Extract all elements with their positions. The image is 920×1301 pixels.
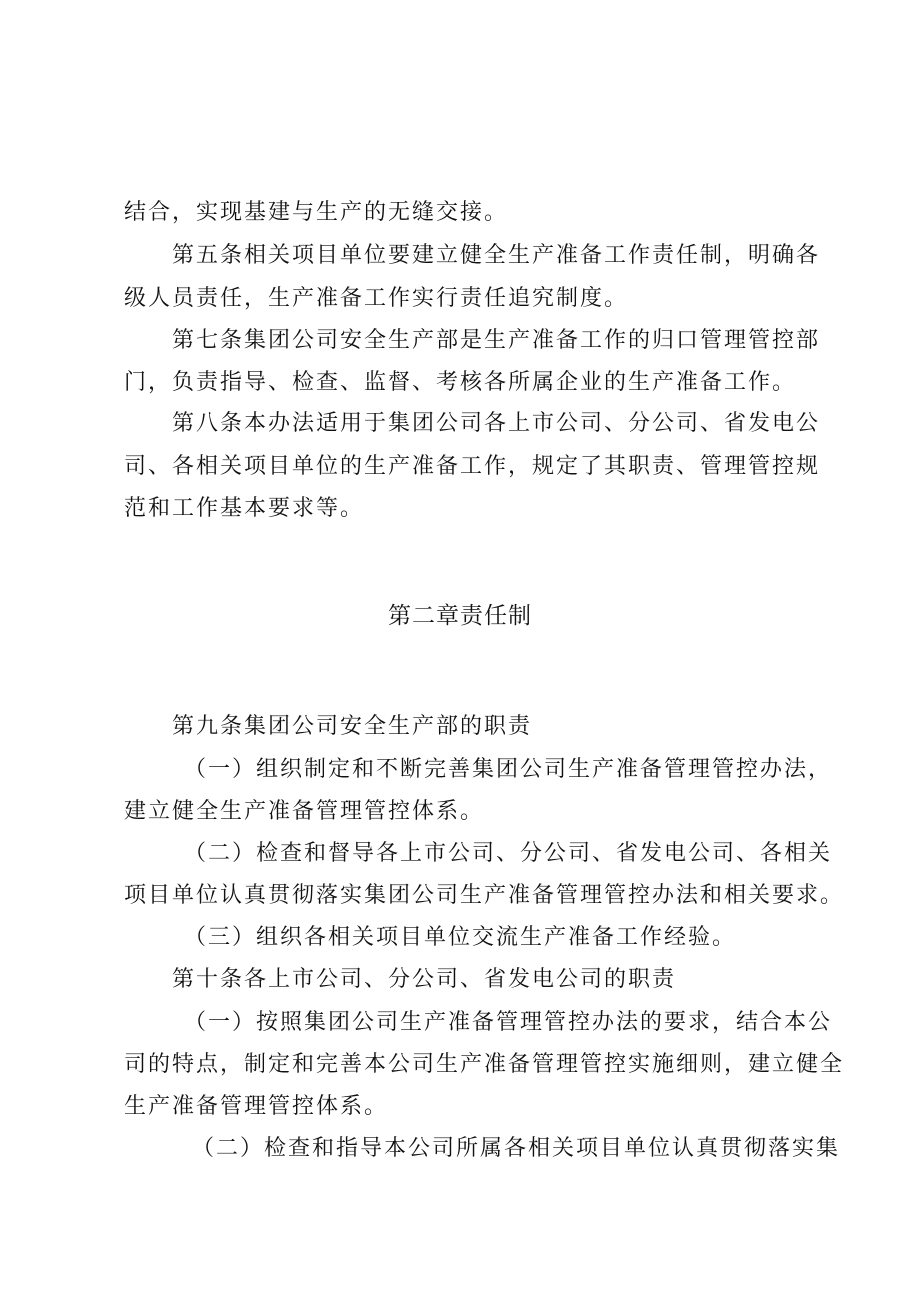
list-item-line: （一）按照集团公司生产准备管理管控办法的要求，结合本公 — [184, 1010, 833, 1035]
list-item-line: （三）组织各相关项目单位交流生产准备工作经验。 — [184, 925, 737, 950]
text-line: 级人员责任，生产准备工作实行责任追究制度。 — [124, 286, 629, 311]
article-9-line: 第九条集团公司安全生产部的职责 — [172, 714, 533, 739]
text-line: 范和工作基本要求等。 — [124, 496, 365, 521]
text-line: 生产准备管理管控体系。 — [124, 1094, 389, 1119]
text-line: 结合，实现基建与生产的无缝交接。 — [124, 200, 509, 225]
list-item-line: （二）检查和督导各上市公司、分公司、省发电公司、各相关 — [184, 841, 833, 866]
text-line: 建立健全生产准备管理管控体系。 — [124, 799, 485, 824]
text-line: 司的特点，制定和完善本公司生产准备管理管控实施细则，建立健全 — [124, 1052, 845, 1077]
article-10-line: 第十条各上市公司、分公司、省发电公司的职责 — [172, 967, 677, 992]
article-8-line: 第八条本办法适用于集团公司各上市公司、分公司、省发电公 — [172, 411, 821, 436]
article-7-line: 第七条集团公司安全生产部是生产准备工作的归口管理管控部 — [172, 328, 821, 353]
text-line: 司、各相关项目单位的生产准备工作，规定了其职责、管理管控规 — [124, 454, 821, 479]
chapter-heading: 第二章责任制 — [388, 603, 532, 629]
list-item-line: （二）检查和指导本公司所属各相关项目单位认真贯彻落实集 — [192, 1136, 841, 1161]
list-item-line: （一）组织制定和不断完善集团公司生产准备管理管控办法， — [184, 757, 833, 782]
article-5-line: 第五条相关项目单位要建立健全生产准备工作责任制，明确各 — [172, 243, 821, 268]
text-line: 项目单位认真贯彻落实集团公司生产准备管理管控办法和相关要求。 — [124, 883, 845, 908]
text-line: 门，负责指导、检查、监督、考核各所属企业的生产准备工作。 — [124, 370, 797, 395]
